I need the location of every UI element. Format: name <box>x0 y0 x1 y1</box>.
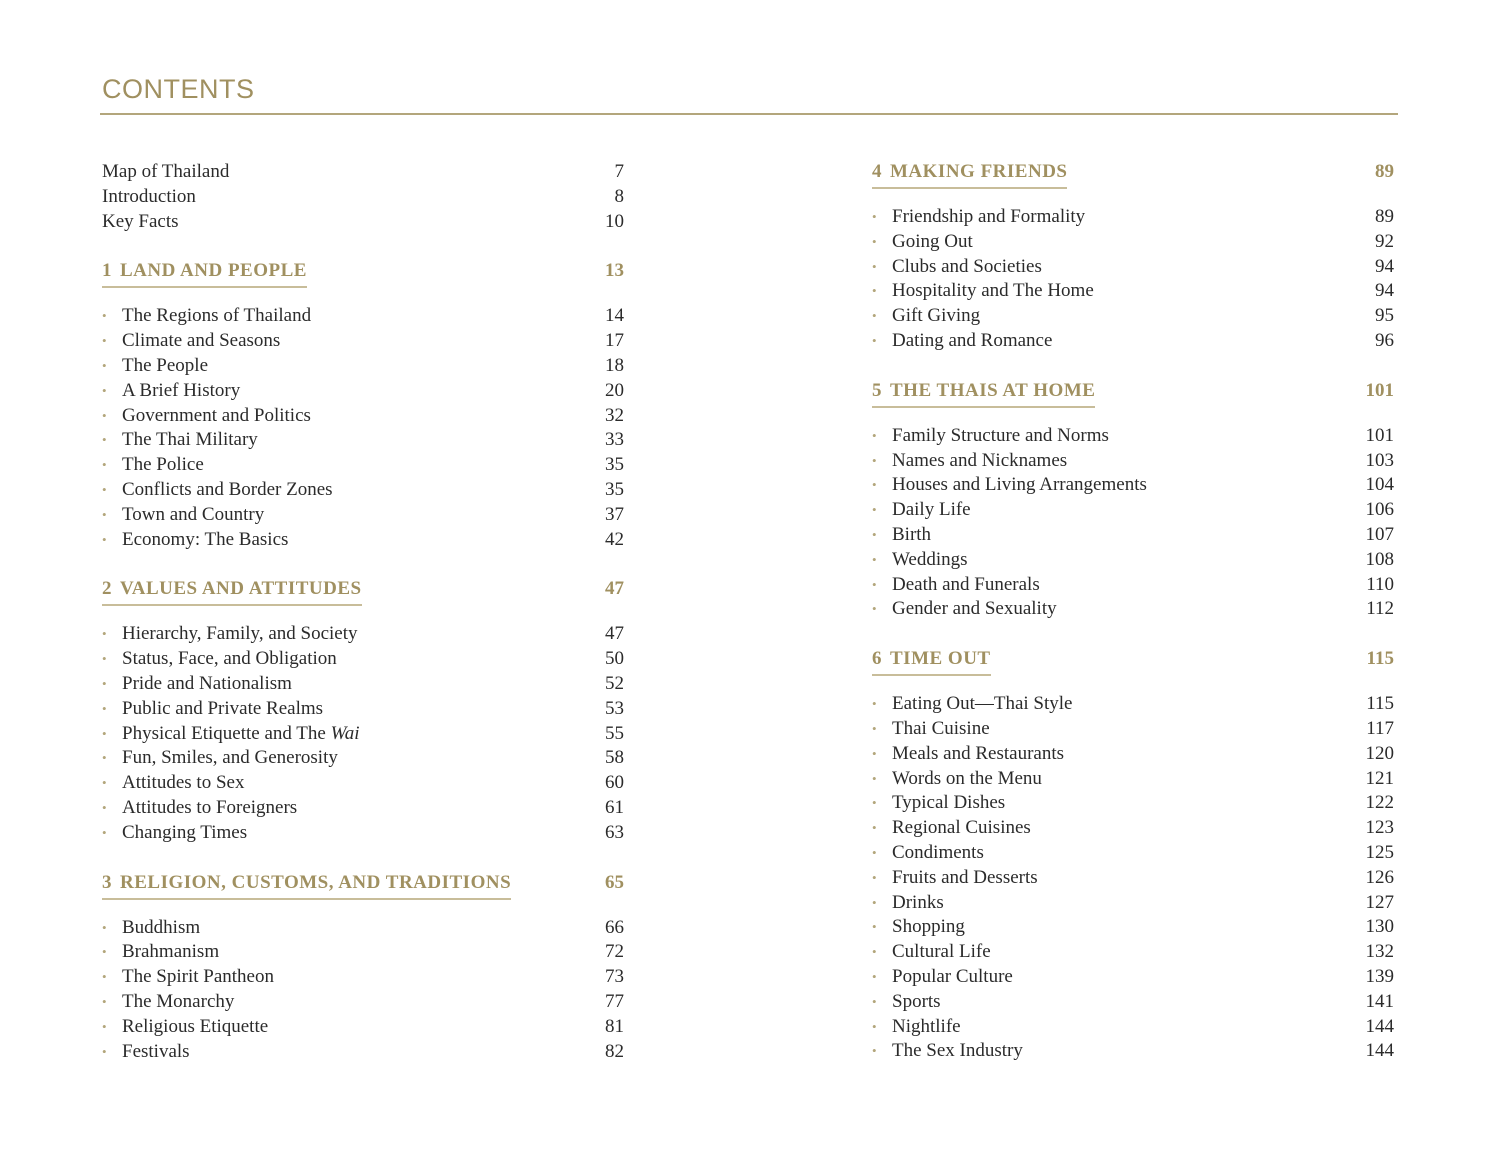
toc-entry-label-text: Hospitality and The Home <box>892 280 1094 302</box>
chapter-page: 115 <box>1366 648 1394 670</box>
toc-entry[interactable] <box>102 354 624 379</box>
toc-entry-label <box>102 723 359 744</box>
toc-entry-label-text: Economy: The Basics <box>122 528 289 550</box>
toc-entry-page: 14 <box>605 305 624 327</box>
toc-entry-label <box>102 161 229 182</box>
toc-entry-page: 35 <box>605 478 624 500</box>
chapter-title <box>102 259 307 288</box>
toc-entry-page: 66 <box>605 916 624 938</box>
toc-entry[interactable] <box>102 722 624 747</box>
toc-entry-label <box>102 1041 190 1062</box>
chapter-page: 89 <box>1375 161 1394 182</box>
toc-entry-page: 127 <box>1365 891 1394 913</box>
toc-entry-page: 112 <box>1366 598 1394 620</box>
toc-entry-label-text: Fruits and Desserts <box>892 866 1038 888</box>
toc-entry-page: 120 <box>1365 742 1394 764</box>
toc-entry-label-text: Hierarchy, Family, and Society <box>122 623 358 645</box>
toc-entry-label-text: Condiments <box>892 841 984 863</box>
toc-entry[interactable] <box>872 940 1394 965</box>
toc-entry-label <box>102 454 204 475</box>
toc-entry-label <box>102 623 358 644</box>
toc-entry-label <box>102 698 323 719</box>
toc-entry-label-text: Gift Giving <box>892 305 981 327</box>
toc-entry-page: 7 <box>614 161 624 182</box>
chapter-title-text: MAKING FRIENDS <box>890 161 1068 182</box>
chapter-title-text: THE THAIS AT HOME <box>890 379 1096 401</box>
toc-entry-label-text: Going Out <box>892 230 973 252</box>
toc-entry-label-text: A Brief History <box>122 379 241 401</box>
toc-entry-label-text: Status, Face, and Obligation <box>122 648 337 670</box>
toc-entry-label <box>102 405 311 426</box>
toc-entry-label-text: Words on the Menu <box>892 767 1042 789</box>
toc-entry-label-text: Names and Nicknames <box>892 449 1068 471</box>
toc-entry-label-text: Daily Life <box>892 499 971 521</box>
toc-front-entry[interactable] <box>102 160 624 185</box>
page-title: CONTENTS <box>102 74 255 104</box>
toc-entry-label <box>872 206 1085 227</box>
toc-entry-label-text: Brahmanism <box>122 941 220 963</box>
toc-entry[interactable] <box>102 622 624 647</box>
chapter-title-text: RELIGION, CUSTOMS, AND TRADITIONS <box>120 871 512 893</box>
toc-entry-label <box>872 941 991 962</box>
toc-entry[interactable] <box>102 1040 624 1065</box>
toc-entry-label-text: The Police <box>122 454 204 476</box>
title-rule <box>100 113 1398 115</box>
toc-entry-page: 8 <box>614 185 624 207</box>
chapter-heading[interactable] <box>872 647 1394 692</box>
toc-entry-label-text: Nightlife <box>892 1015 961 1037</box>
toc-entry[interactable] <box>872 279 1394 304</box>
toc-entry-label-italic: Wai <box>330 722 360 744</box>
toc-entry-page: 92 <box>1375 230 1394 252</box>
toc-entry-page: 61 <box>605 796 624 818</box>
chapter-number: 4 <box>872 161 882 182</box>
toc-entry-label <box>102 966 274 987</box>
toc-entry-page: 37 <box>605 503 624 525</box>
toc-entry-page: 81 <box>605 1015 624 1037</box>
toc-entry-label <box>872 693 1072 714</box>
toc-entry[interactable] <box>102 672 624 697</box>
toc-entry-label <box>872 718 990 739</box>
toc-entry-label <box>872 892 944 913</box>
toc-entry-label-text: The Spirit Pantheon <box>122 966 274 988</box>
chapter-number: 6 <box>872 648 882 670</box>
toc-entry-page: 108 <box>1365 548 1394 570</box>
chapter-title <box>872 647 991 676</box>
toc-entry-label <box>102 479 333 500</box>
toc-entry-label <box>872 474 1147 495</box>
chapter-heading[interactable] <box>102 871 624 916</box>
toc-entry-label <box>872 598 1057 619</box>
toc-entry-page: 50 <box>605 648 624 670</box>
toc-entry-page: 55 <box>605 722 624 744</box>
toc-entry-label-text: Typical Dishes <box>892 792 1006 814</box>
toc-entry[interactable] <box>872 523 1394 548</box>
toc-entry-label-text: Dating and Romance <box>892 329 1053 351</box>
toc-entry-label-text: The Thai Military <box>122 429 258 451</box>
toc-entry-label <box>872 966 1013 987</box>
toc-entry-label <box>102 504 264 525</box>
toc-entry[interactable] <box>102 647 624 672</box>
toc-entry[interactable] <box>872 841 1394 866</box>
toc-entry[interactable] <box>102 428 624 453</box>
toc-entry-label <box>872 549 968 570</box>
toc-entry-page: 52 <box>605 672 624 694</box>
toc-entry[interactable] <box>872 230 1394 255</box>
chapter-title <box>102 871 511 900</box>
toc-entry-label-text: Introduction <box>102 185 196 207</box>
toc-entry[interactable] <box>872 891 1394 916</box>
toc-entry-page: 103 <box>1365 449 1394 471</box>
toc-entry-label-text: Drinks <box>892 891 944 913</box>
toc-entry-page: 141 <box>1365 990 1394 1012</box>
toc-entry-page: 63 <box>605 821 624 843</box>
toc-entry-label <box>102 1016 268 1037</box>
toc-entry-page: 107 <box>1365 523 1394 545</box>
toc-entry[interactable] <box>872 548 1394 573</box>
toc-entry[interactable] <box>872 915 1394 940</box>
toc-entry-label-text: Regional Cuisines <box>892 817 1031 839</box>
toc-entry[interactable] <box>872 791 1394 816</box>
contents-column-left <box>102 160 624 1064</box>
chapter-heading[interactable] <box>872 379 1394 424</box>
toc-entry-page: 130 <box>1365 916 1394 938</box>
toc-entry[interactable] <box>872 329 1394 354</box>
chapter-heading[interactable] <box>102 259 624 304</box>
toc-entry-page: 17 <box>605 330 624 352</box>
toc-entry-page: 94 <box>1375 255 1394 277</box>
toc-entry-page: 96 <box>1375 329 1394 351</box>
toc-entry-label <box>872 305 980 326</box>
toc-entry-label-text: The People <box>122 354 209 376</box>
chapter-title-text: VALUES AND ATTITUDES <box>120 578 362 600</box>
toc-entry[interactable] <box>872 473 1394 498</box>
toc-entry[interactable] <box>102 771 624 796</box>
toc-entry-label <box>872 916 965 937</box>
toc-entry-label <box>872 1016 961 1037</box>
chapter-number: 2 <box>102 578 112 600</box>
toc-entry-page: 58 <box>605 747 624 769</box>
toc-entry[interactable] <box>872 717 1394 742</box>
toc-entry-label-text: Family Structure and Norms <box>892 424 1109 446</box>
toc-entry[interactable] <box>102 329 624 354</box>
toc-entry-label-text: Meals and Restaurants <box>892 742 1065 764</box>
toc-entry[interactable] <box>102 379 624 404</box>
toc-entry-page: 106 <box>1365 499 1394 521</box>
toc-entry-label <box>102 822 247 843</box>
toc-entry[interactable] <box>872 498 1394 523</box>
toc-entry-label <box>872 574 1040 595</box>
toc-entry-label-text: Key Facts <box>102 210 179 232</box>
toc-entry[interactable] <box>102 478 624 503</box>
toc-entry-label-text: Changing Times <box>122 821 248 843</box>
toc-entry[interactable] <box>872 1015 1394 1040</box>
toc-entry-label <box>102 529 288 550</box>
toc-entry-label <box>102 917 200 938</box>
toc-entry-label-text: Attitudes to Sex <box>122 772 245 794</box>
toc-entry-page: 144 <box>1365 1015 1394 1037</box>
toc-entry-label <box>102 941 219 962</box>
toc-entry-page: 104 <box>1365 474 1394 496</box>
chapter-title <box>872 379 1095 408</box>
toc-entry-page: 144 <box>1365 1040 1394 1062</box>
toc-entry-label <box>102 747 338 768</box>
toc-entry-label-text: Physical Etiquette and The <box>122 722 331 744</box>
toc-entry-label <box>102 380 240 401</box>
toc-entry-label <box>102 797 297 818</box>
toc-entry-page: 18 <box>605 354 624 376</box>
toc-entry-label <box>872 1040 1023 1061</box>
toc-entry-page: 117 <box>1366 717 1394 739</box>
toc-entry[interactable] <box>872 449 1394 474</box>
toc-entry-label <box>102 772 244 793</box>
toc-entry-label-text: Death and Funerals <box>892 573 1040 595</box>
toc-entry[interactable] <box>872 304 1394 329</box>
toc-entry-label-text: The Monarchy <box>122 990 235 1012</box>
toc-entry-label-text: Eating Out—Thai Style <box>892 693 1073 715</box>
toc-entry-label <box>872 842 984 863</box>
toc-entry[interactable] <box>102 453 624 478</box>
toc-entry-page: 95 <box>1375 305 1394 327</box>
toc-entry-label-text: Conflicts and Border Zones <box>122 478 333 500</box>
toc-entry[interactable] <box>102 821 624 846</box>
toc-entry[interactable] <box>102 990 624 1015</box>
toc-entry[interactable] <box>102 503 624 528</box>
toc-entry-label-text: Festivals <box>122 1040 190 1062</box>
toc-entry[interactable] <box>102 746 624 771</box>
contents-column-right <box>872 160 1394 1064</box>
toc-entry-page: 132 <box>1365 941 1394 963</box>
toc-entry[interactable] <box>872 742 1394 767</box>
toc-entry-label-text: Buddhism <box>122 916 201 938</box>
toc-entry-label <box>872 330 1052 351</box>
toc-entry-label-text: Thai Cuisine <box>892 717 990 739</box>
chapter-page: 101 <box>1365 379 1394 401</box>
toc-entry-label-text: Sports <box>892 990 941 1012</box>
toc-entry[interactable] <box>102 304 624 329</box>
toc-entry-label <box>872 524 931 545</box>
toc-entry-label <box>872 743 1064 764</box>
chapter-number: 1 <box>102 260 112 282</box>
toc-entry-label-text: The Regions of Thailand <box>122 305 312 327</box>
toc-entry-label <box>872 768 1042 789</box>
toc-entry-label <box>102 648 337 669</box>
toc-entry-label-text: Fun, Smiles, and Generosity <box>122 747 338 769</box>
toc-entry-label-text: Map of Thailand <box>102 161 230 182</box>
toc-entry[interactable] <box>102 940 624 965</box>
toc-entry-page: 121 <box>1365 767 1394 789</box>
chapter-page: 13 <box>605 260 624 282</box>
toc-entry-label-text: Religious Etiquette <box>122 1015 269 1037</box>
chapter-heading[interactable] <box>102 577 624 622</box>
toc-entry-label-text: Weddings <box>892 548 968 570</box>
toc-entry-page: 33 <box>605 429 624 451</box>
toc-entry[interactable] <box>872 965 1394 990</box>
toc-entry-label <box>102 991 234 1012</box>
toc-entry[interactable] <box>102 965 624 990</box>
toc-entry-label <box>102 355 208 376</box>
toc-entry-label-text: Public and Private Realms <box>122 697 324 719</box>
toc-entry[interactable] <box>102 796 624 821</box>
toc-entry-label <box>102 211 179 232</box>
toc-entry-page: 101 <box>1365 424 1394 446</box>
toc-entry-label-text: Houses and Living Arrangements <box>892 474 1147 496</box>
toc-entry-page: 10 <box>605 210 624 232</box>
toc-entry-label <box>102 673 292 694</box>
toc-entry-page: 126 <box>1365 866 1394 888</box>
toc-entry-page: 32 <box>605 404 624 426</box>
toc-entry-label-text: Climate and Seasons <box>122 330 281 352</box>
toc-entry[interactable] <box>102 1015 624 1040</box>
toc-entry[interactable] <box>872 573 1394 598</box>
toc-entry-label <box>872 425 1109 446</box>
toc-entry-label-text: Gender and Sexuality <box>892 598 1057 620</box>
toc-entry[interactable] <box>102 528 624 553</box>
toc-entry-page: 20 <box>605 379 624 401</box>
toc-entry-page: 110 <box>1366 573 1394 595</box>
toc-entry-label <box>102 429 258 450</box>
toc-entry-label <box>872 991 941 1012</box>
chapter-number: 3 <box>102 871 112 893</box>
toc-front-entry[interactable] <box>102 210 624 235</box>
chapter-title <box>872 160 1067 189</box>
toc-entry-label-text: Popular Culture <box>892 965 1013 987</box>
toc-entry[interactable] <box>872 767 1394 792</box>
toc-entry-label <box>102 330 280 351</box>
toc-entry[interactable] <box>872 1039 1394 1064</box>
toc-entry-label-text: The Sex Industry <box>892 1040 1023 1062</box>
toc-entry-label-text: Clubs and Societies <box>892 255 1042 277</box>
toc-entry-label-text: Town and Country <box>122 503 265 525</box>
chapter-page: 47 <box>605 578 624 600</box>
toc-entry-page: 82 <box>605 1040 624 1062</box>
toc-entry[interactable] <box>872 597 1394 622</box>
toc-entry-label-text: Shopping <box>892 916 965 938</box>
toc-entry[interactable] <box>102 404 624 429</box>
toc-entry-label <box>872 450 1067 471</box>
toc-entry[interactable] <box>872 866 1394 891</box>
toc-entry-label-text: Pride and Nationalism <box>122 672 292 694</box>
toc-entry-page: 89 <box>1375 206 1394 227</box>
toc-entry-label <box>872 792 1005 813</box>
toc-entry-label-text: Friendship and Formality <box>892 206 1086 227</box>
toc-entry-page: 73 <box>605 966 624 988</box>
toc-entry-page: 123 <box>1365 817 1394 839</box>
toc-entry-page: 122 <box>1365 792 1394 814</box>
toc-entry-page: 60 <box>605 772 624 794</box>
toc-entry-page: 125 <box>1365 841 1394 863</box>
toc-front-entry[interactable] <box>102 185 624 210</box>
toc-entry-page: 77 <box>605 990 624 1012</box>
toc-entry-page: 94 <box>1375 280 1394 302</box>
toc-entry-page: 72 <box>605 941 624 963</box>
chapter-title-text: TIME OUT <box>890 648 991 670</box>
toc-entry-label <box>872 817 1031 838</box>
toc-entry-page: 42 <box>605 528 624 550</box>
toc-entry-label <box>872 256 1042 277</box>
chapter-number: 5 <box>872 379 882 401</box>
toc-entry[interactable] <box>872 990 1394 1015</box>
toc-entry-label <box>872 231 973 252</box>
toc-entry-page: 47 <box>605 623 624 645</box>
toc-entry-page: 139 <box>1365 965 1394 987</box>
toc-entry[interactable] <box>872 205 1394 230</box>
toc-entry-page: 115 <box>1366 693 1394 715</box>
toc-entry[interactable] <box>872 692 1394 717</box>
toc-entry[interactable] <box>872 255 1394 280</box>
toc-entry-label-text: Birth <box>892 523 932 545</box>
chapter-title-text: LAND AND PEOPLE <box>120 260 307 282</box>
toc-entry-label <box>872 867 1038 888</box>
toc-entry-label-text: Government and Politics <box>122 404 311 426</box>
toc-entry-label <box>102 186 196 207</box>
toc-entry-label <box>872 280 1094 301</box>
chapter-title <box>102 577 362 606</box>
toc-entry-page: 35 <box>605 454 624 476</box>
toc-entry[interactable] <box>102 697 624 722</box>
toc-entry-page: 53 <box>605 697 624 719</box>
toc-entry-label-text: Cultural Life <box>892 941 991 963</box>
chapter-heading[interactable] <box>872 160 1394 205</box>
toc-entry-label-text: Attitudes to Foreigners <box>122 796 298 818</box>
chapter-page: 65 <box>605 871 624 893</box>
toc-entry[interactable] <box>872 816 1394 841</box>
toc-entry-label <box>102 305 311 326</box>
toc-entry-label <box>872 499 971 520</box>
toc-entry[interactable] <box>102 916 624 941</box>
toc-entry[interactable] <box>872 424 1394 449</box>
